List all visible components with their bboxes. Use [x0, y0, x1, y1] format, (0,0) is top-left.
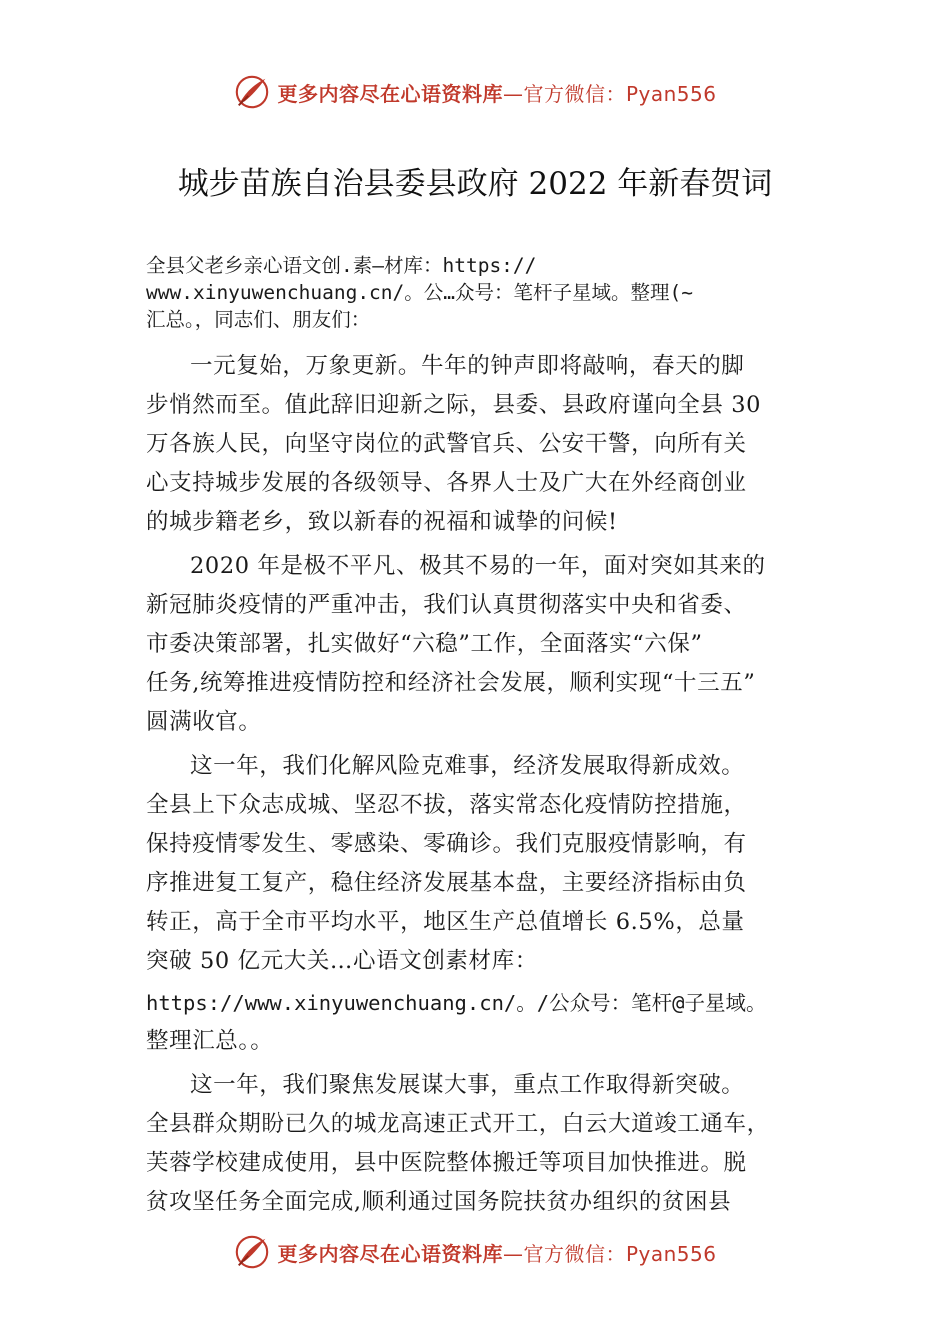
salutation-line-1: 全县父老乡亲心语文创.素—材库：https://	[146, 254, 537, 277]
paragraph-3-line-2: 全县上下众志成城、坚忍不拔，落实常态化疫情防控措施，	[146, 792, 747, 818]
paragraph-3-line-7: https://www.xinyuwenchuang.cn/。/公众号：笔杆@子星域。	[146, 991, 767, 1015]
paragraph-1-line-4: 心支持城步发展的各级领导、各界人士及广大在外经商创业	[146, 470, 747, 496]
footer-banner	[0, 1230, 950, 1274]
paragraph-4-line-3: 芙蓉学校建成使用，县中医院整体搬迁等项目加快推进。脱	[146, 1150, 747, 1176]
paragraph-3-line-6: 突破 50 亿元大关…心语文创素材库：	[146, 948, 538, 974]
paragraph-4-line-1: 这一年，我们聚焦发展谋大事，重点工作取得新突破。	[190, 1072, 745, 1098]
feather-quill-logo-icon	[233, 1233, 271, 1271]
paragraph-4-line-2: 全县群众期盼已久的城龙高速正式开工，白云大道竣工通车，	[146, 1111, 770, 1137]
paragraph-2-line-1: 2020 年是极不平凡、极其不易的一年，面对突如其来的	[190, 553, 766, 579]
paragraph-3-line-3: 保持疫情零发生、零感染、零确诊。我们克服疫情影响，有	[146, 831, 747, 857]
paragraph-4-line-4: 贫攻坚任务全面完成,顺利通过国务院扶贫办组织的贫困县	[146, 1189, 732, 1215]
paragraph-3-line-4: 序推进复工复产，稳住经济发展基本盘，主要经济指标由负	[146, 870, 747, 896]
document-title: 城步苗族自治县委县政府 2022 年新春贺词	[177, 166, 773, 202]
paragraph-1-line-5: 的城步籍老乡，致以新春的祝福和诚挚的问候!	[146, 509, 618, 535]
salutation-line-2: www.xinyuwenchuang.cn/。公…众号：笔杆子星域。整理(~	[146, 281, 693, 304]
paragraph-3-line-8: 整理汇总。。	[146, 1028, 274, 1054]
paragraph-1-line-2: 步悄然而至。值此辞旧迎新之际，县委、县政府谨向全县 30	[146, 392, 762, 418]
paragraph-2-line-4: 任务,统筹推进疫情防控和经济社会发展，顺利实现“十三五”	[146, 670, 756, 696]
paragraph-2-line-5: 圆满收官。	[146, 709, 262, 735]
paragraph-3-line-1: 这一年，我们化解风险克难事，经济发展取得新成效。	[190, 753, 745, 779]
banner-rest-text: —官方微信：Pyan556	[502, 81, 717, 106]
paragraph-2-line-2: 新冠肺炎疫情的严重冲击，我们认真贯彻落实中央和省委、	[146, 592, 747, 618]
banner-bold-text: 更多内容尽在心语资料库	[277, 81, 503, 106]
paragraph-1-line-3: 万各族人民，向坚守岗位的武警官兵、公安干警，向所有关	[146, 431, 747, 457]
paragraph-2-line-3: 市委决策部署，扎实做好“六稳”工作，全面落实“六保”	[146, 631, 703, 657]
banner-text	[277, 78, 716, 107]
salutation-line-3: 汇总。，同志们、朋友们：	[146, 308, 371, 331]
banner-bold-text: 更多内容尽在心语资料库	[277, 1241, 503, 1266]
banner-text	[277, 1238, 716, 1267]
banner-rest-text: —官方微信：Pyan556	[502, 1241, 717, 1266]
header-banner	[0, 70, 950, 114]
paragraph-3-line-5: 转正，高于全市平均水平，地区生产总值增长 6.5%，总量	[146, 909, 745, 935]
paragraph-1-line-1: 一元复始，万象更新。牛年的钟声即将敲响，春天的脚	[190, 353, 745, 379]
feather-quill-logo-icon	[233, 73, 271, 111]
